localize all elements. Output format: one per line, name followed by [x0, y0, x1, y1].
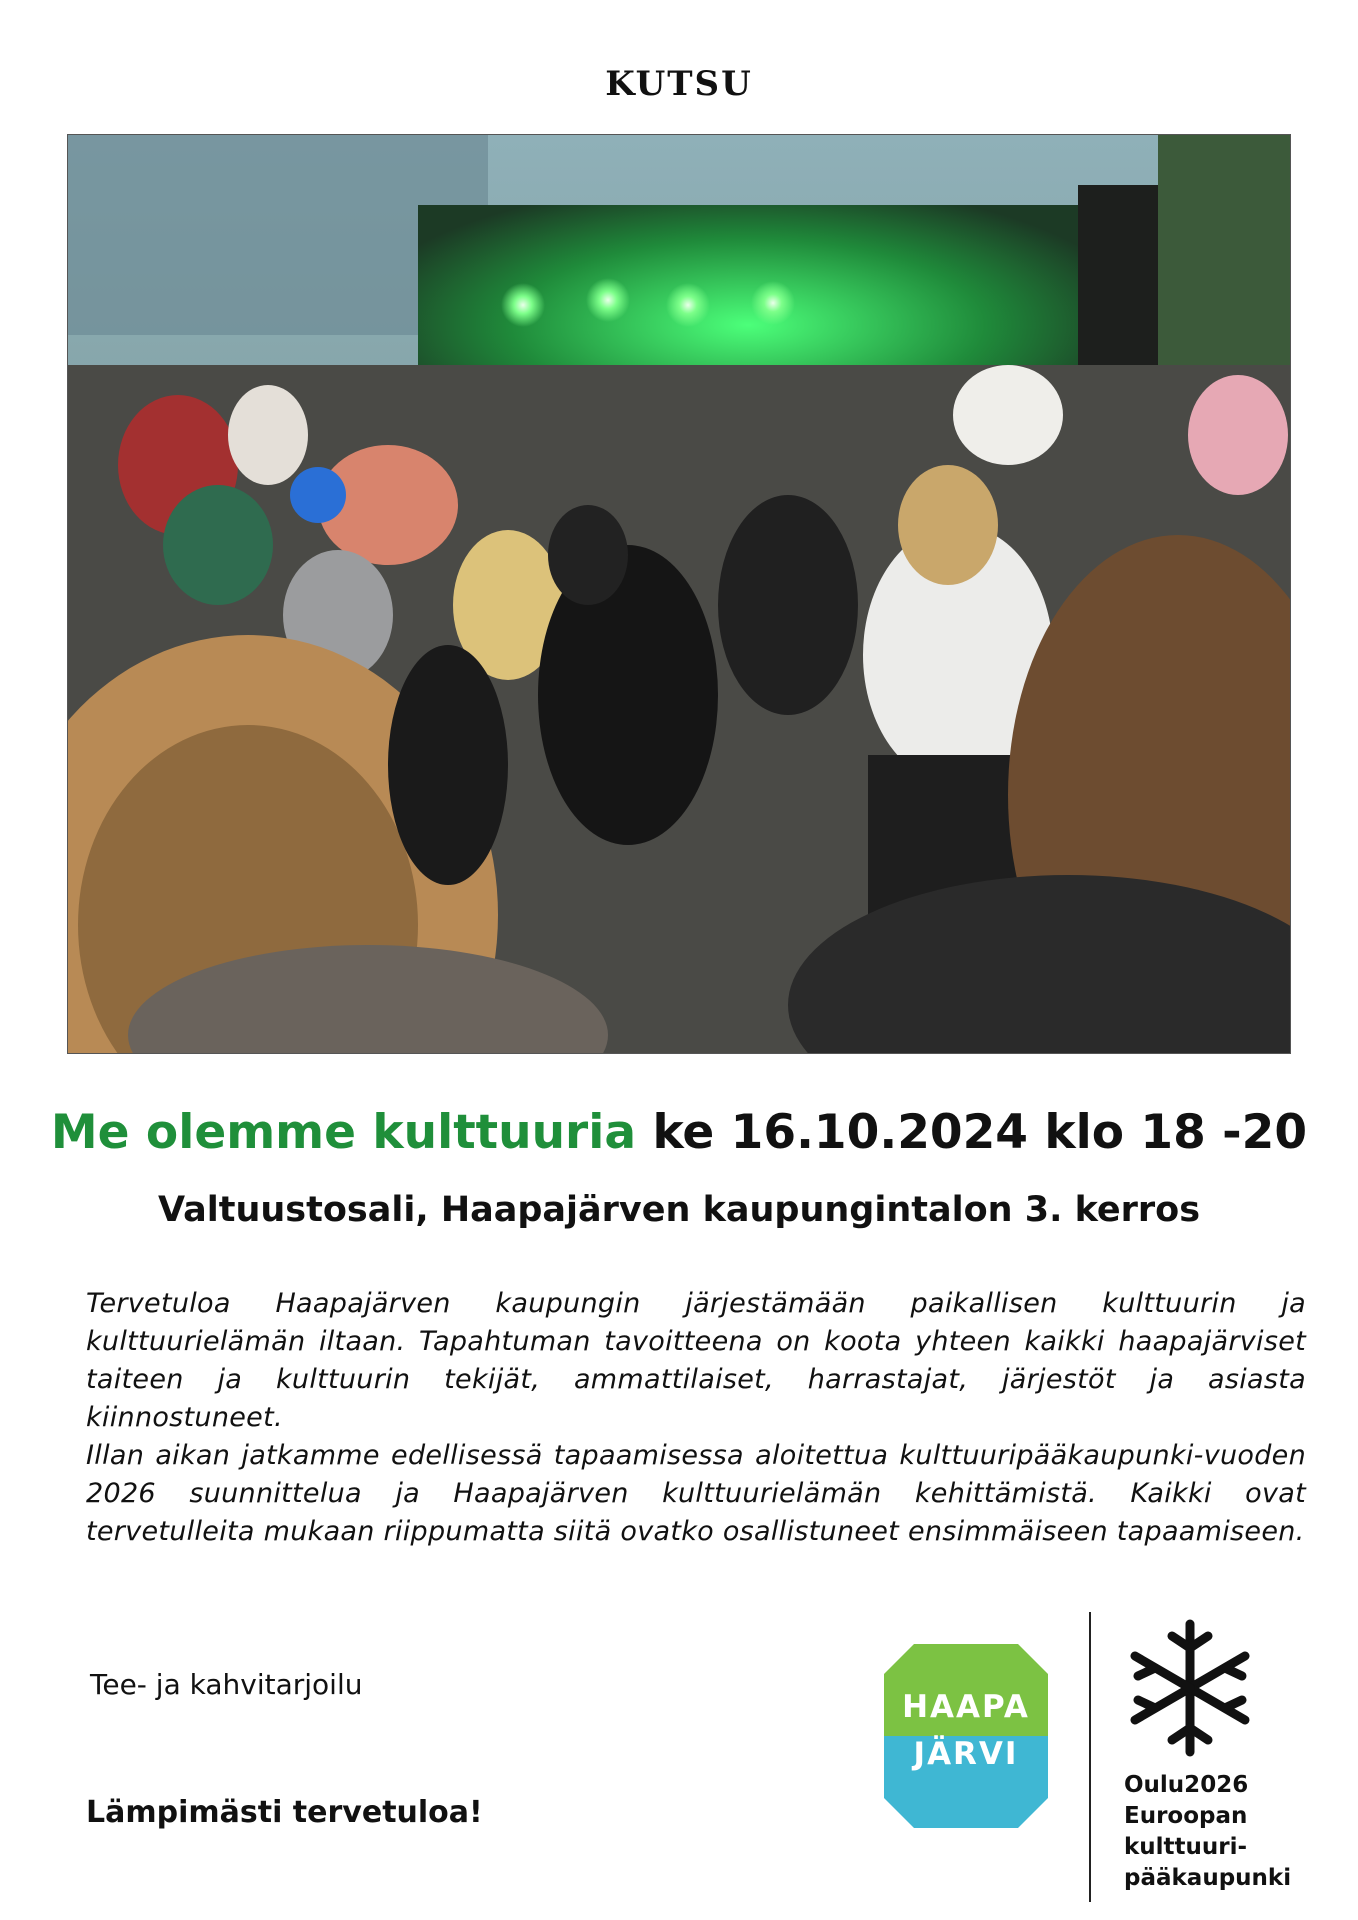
event-title-line	[0, 1105, 1358, 1160]
body-paragraph-details: Illan aikan jatkamme edellisessä tapaamisessa aloitettua kulttuuripääkaupunki-vuoden 2026 suunnittelua ja Haapajärven kulttuurielämän kehittämistä. Kaikki ovat tervetulleita mukaan riippumatta siitä ovatko osallistuneet ensimmäiseen tapaamiseen.	[86, 1440, 1306, 1547]
oulu2026-line-3: kulttuuri-	[1124, 1834, 1248, 1860]
oulu2026-snowflake-icon	[1120, 1618, 1260, 1758]
oulu2026-line-1: Oulu2026	[1124, 1772, 1249, 1798]
event-title: Me olemme kulttuuria	[50, 1105, 637, 1160]
oulu2026-line-4: pääkaupunki	[1124, 1865, 1292, 1891]
invitation-body	[86, 1285, 1306, 1551]
oulu2026-logo-text	[1124, 1770, 1291, 1894]
invitation-heading: KUTSU	[605, 64, 753, 104]
logo-divider	[1089, 1612, 1091, 1902]
oulu2026-line-2: Euroopan	[1124, 1803, 1248, 1829]
refreshments-note: Tee- ja kahvitarjoilu	[90, 1668, 363, 1701]
closing-greeting: Lämpimästi tervetuloa!	[86, 1795, 483, 1830]
jarvi-logo-text: JÄRVI	[913, 1736, 1019, 1772]
haapa-logo-text: HAAPA	[902, 1689, 1030, 1725]
concert-crowd-photo	[67, 134, 1291, 1054]
haapajarvi-logo	[884, 1644, 1048, 1828]
body-paragraph-intro: Tervetuloa Haapajärven kaupungin järjestämään paikallisen kulttuurin ja kulttuurielämän iltaan. Tapahtuman tavoitteena on koota yhteen kaikki haapajärviset taiteen ja kulttuurin tekijät, ammattilaiset, harrastajat, järjestöt ja asiasta kiinnostuneet.	[86, 1288, 1306, 1433]
event-datetime: ke 16.10.2024 klo 18 -20	[636, 1105, 1308, 1160]
event-venue: Valtuustosali, Haapajärven kaupungintalon 3. kerros	[157, 1190, 1201, 1230]
